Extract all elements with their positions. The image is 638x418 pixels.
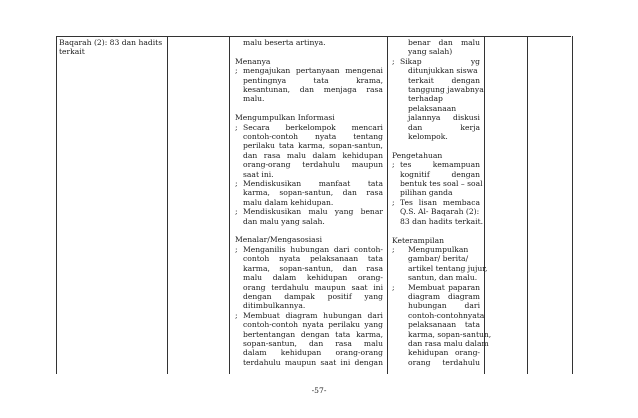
- table-column-divider: [527, 36, 528, 374]
- assessment-cell: [392, 38, 492, 367]
- table-column-divider: [387, 36, 388, 374]
- material-line: Baqarah (2): 83 dan hadits: [59, 38, 163, 47]
- bullet-marker: ;: [235, 310, 238, 320]
- bullet-marker: ;: [235, 122, 238, 132]
- list-item: ; Secara berkelompok mencari contoh-contoh nyata tentang perilaku tata karma, sopan-santun, dan rasa malu dalam kehidupan orang-orang terdahulu maupun saat ini.: [235, 122, 383, 179]
- bullet-marker: ;: [392, 160, 395, 170]
- bullet-marker: ;: [392, 56, 395, 66]
- learning-activities-cell: [235, 38, 383, 367]
- table-column-divider: [484, 36, 485, 374]
- bullet-marker: ;: [235, 207, 238, 217]
- section-title-menanya: Menanya: [235, 56, 271, 66]
- section-title-pengetahuan: Pengetahuan: [392, 150, 443, 160]
- table-column-divider: [167, 36, 168, 374]
- list-item: ; Tes lisan membaca Q.S. Al- Baqarah (2): 83 dan hadits terkait.: [392, 197, 484, 226]
- section-title-keterampilan: Keterampilan: [392, 235, 445, 245]
- bullet-marker: ;: [235, 66, 238, 76]
- section-title-mengumpulkan-informasi: Mengumpulkan Informasi: [235, 113, 335, 123]
- section-title-menalar: Menalar/Mengasosiasi: [235, 235, 323, 245]
- table-top-border: [56, 36, 571, 37]
- list-item: ; Mendiskusikan malu yang benar dan malu yang salah.: [235, 207, 383, 226]
- list-item: ; Mengumpulkan gambar/ berita/ artikel tentang jujur, santun, dan malu.: [392, 244, 488, 283]
- text-line: malu beserta artinya.: [243, 38, 326, 47]
- list-item: ; Sikap yg ditunjukkan siswa terkait dengan tanggung jawabnya terhadap pelaksanaan jalannya diskusi dan kerja kelompok.: [392, 56, 484, 142]
- table-column-divider: [229, 36, 230, 374]
- list-item: ; Membuat paparan diagram diagram hubungan dari contoh-contoh nyata pelaksanaan tata karma, sopan-santun, dan rasa malu dalam kehidupan orang- orang terdahulu: [392, 282, 492, 367]
- bullet-marker: ;: [392, 197, 395, 207]
- bullet-marker: ;: [235, 179, 238, 189]
- list-item: ; Membuat diagram hubungan dari contoh-contoh nyata perilaku yang bertentangan dengan tata karma, sopan-santun, dan rasa malu dalam kehidupan orang-orang terdahulu maupun saat ini dengan: [235, 310, 383, 367]
- material-line: terkait: [59, 47, 85, 57]
- bullet-marker: ;: [235, 244, 238, 254]
- list-item: ; Menganilis hubungan dari contoh- contoh nyata pelaksanaan tata karma, sopan-santun, dan rasa malu dalam kehidupan orang- orang terdahulu maupun saat ini dengan dampak positif yang ditimbulkannya.: [235, 244, 383, 311]
- text-line: mengajukan pertanyaan mengenai: [243, 66, 383, 76]
- list-item: ; Mendiskusikan manfaat tata karma, sopan-santun, dan rasa malu dalam kehidupan.: [235, 179, 383, 207]
- list-item: ; tes kemampuan kognitif dengan bentuk tes soal – soal pilihan ganda: [392, 160, 483, 198]
- page-number: -57-: [311, 386, 327, 395]
- list-item: ; mengajukan pertanyaan mengenai pentingnya tata krama, kesantunan, dan menjaga rasa malu.: [235, 66, 383, 104]
- bullet-marker: ;: [392, 244, 395, 254]
- list-item-continued: benar dan malu yang salah): [408, 38, 480, 57]
- bullet-marker: ;: [392, 282, 395, 292]
- material-cell: [59, 38, 165, 57]
